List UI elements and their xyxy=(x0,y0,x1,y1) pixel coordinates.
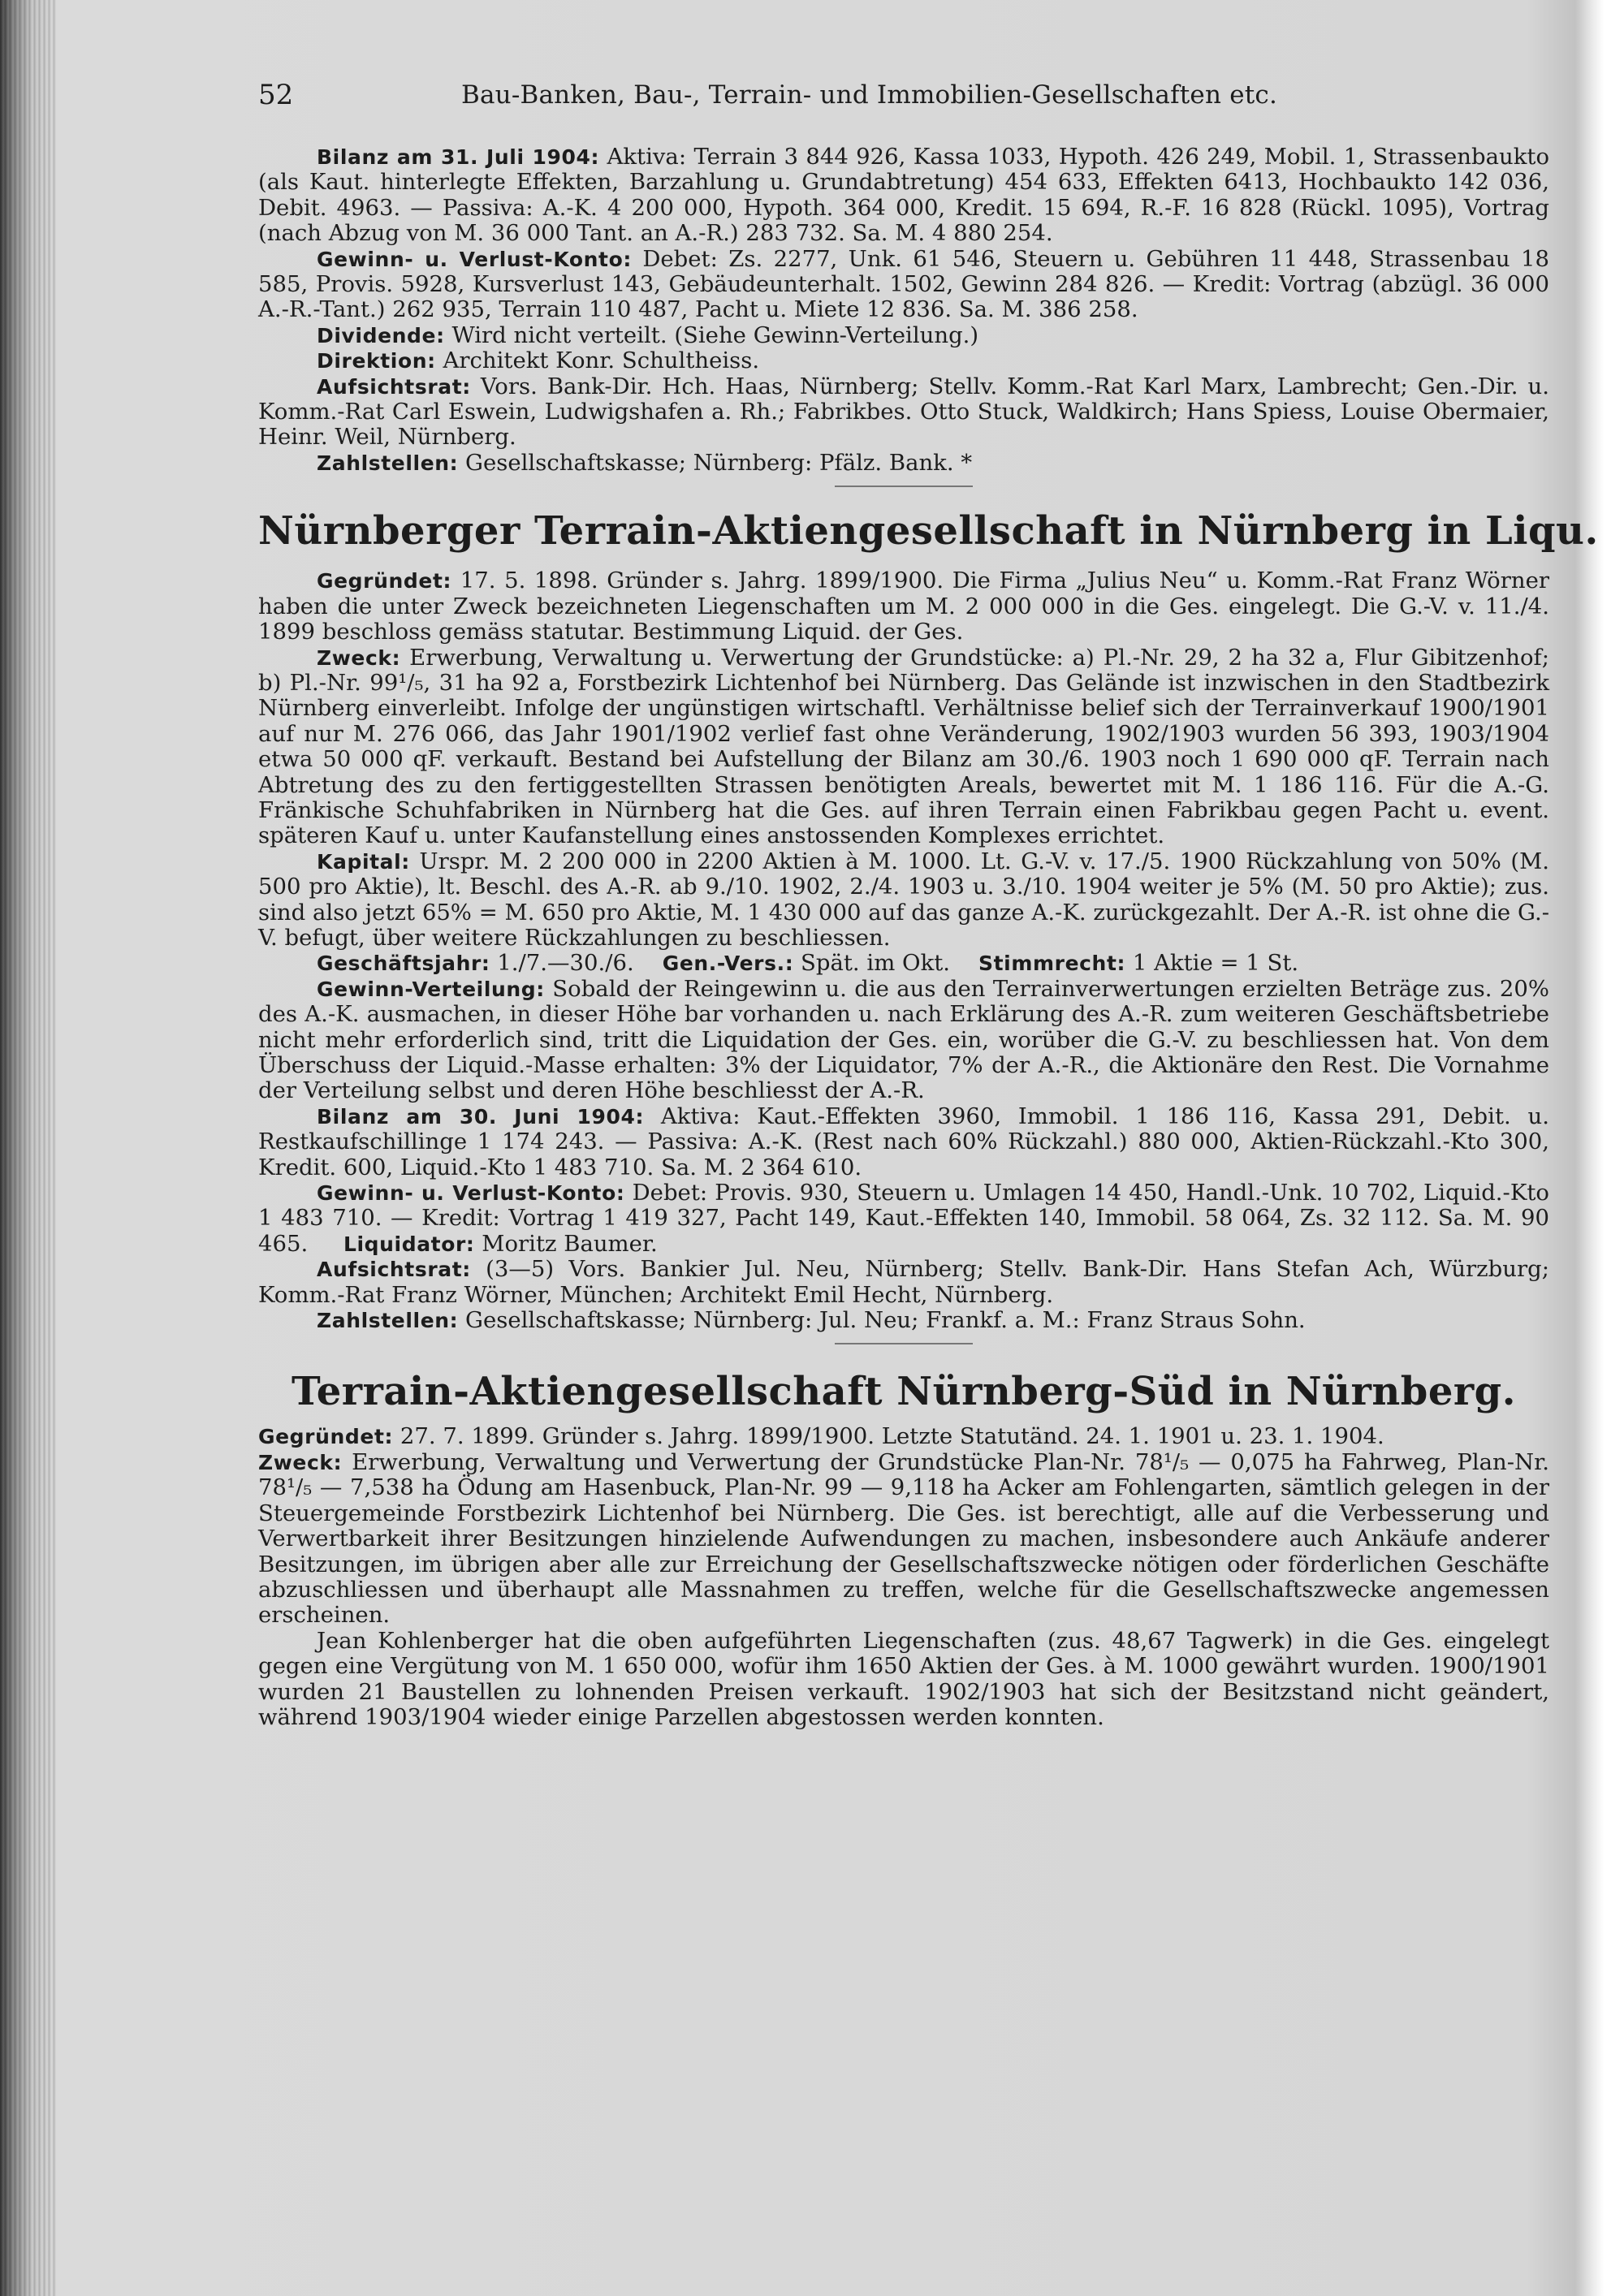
gewinn-verlust-paragraph xyxy=(258,247,1549,323)
stimmrecht-text: 1 Aktie = 1 St. xyxy=(1132,950,1299,977)
bilanz-label: Bilanz am 30. Juni 1904: xyxy=(317,1104,645,1129)
zweck-label: Zweck: xyxy=(317,645,401,670)
genvers-text: Spät. im Okt. xyxy=(801,950,951,977)
zahlstellen-paragraph xyxy=(258,1308,1549,1333)
bilanz-paragraph xyxy=(258,145,1549,247)
kapital-label: Kapital: xyxy=(317,849,410,874)
gewinn-verlust-label: Gewinn- u. Verlust-Konto: xyxy=(317,1181,625,1206)
dividende-label: Dividende: xyxy=(317,323,445,347)
genvers-label: Gen.-Vers.: xyxy=(662,952,794,976)
aufsichtsrat-paragraph xyxy=(258,1257,1549,1308)
gewinnverteilung-text: Sobald der Reingewinn u. die aus den Terrainverwertungen erzielten Beträge zus. 20% des A.-K. ausmachen, in dieser Höhe bar vorhanden u. nach Erklärung des A.-R. zum weiteren Geschäftsbetriebe nicht mehr erforderlich sind, tritt die Liquidation der Ges. ein, worüber die G.-V. zu beschliessen hat. Von dem Überschuss der Liquid.-Masse erhalten: 3% der Liquidator, 7% der A.-R., die Aktionäre den Rest. Die Vornahme der Verteilung selbst und deren Höhe beschliesst der A.-R. xyxy=(258,975,1549,1104)
aufsichtsrat-paragraph xyxy=(258,374,1549,451)
zahlstellen-text: Gesellschaftskasse; Nürnberg: Pfälz. Bank. * xyxy=(465,449,973,476)
zahlstellen-label: Zahlstellen: xyxy=(317,1309,459,1333)
entry-nuernberg-sued xyxy=(258,1424,1549,1730)
running-header xyxy=(258,73,1549,122)
zweck-text: Erwerbung, Verwaltung u. Verwertung der Grundstücke: a) Pl.-Nr. 29, 2 ha 32 a, Flur Gibitzenhof; b) Pl.-Nr. 99¹/₅, 31 ha 92 a, Forstbezirk Lichtenhof bei Nürnberg. Das Gelände ist inzwischen in den Stadtbezirk Nürnberg einverleibt. Infolge der ungünstigen wirtschaftl. Verhältnisse belief sich der Terrainverkauf 1900/1901 auf nur M. 276 066, das Jahr 1901/1902 verlief fast ohne Veränderung, 1902/1903 wurden 56 393, 1903/1904 etwa 50 000 qF. verkauft. Bestand bei Aufstellung der Bilanz am 30./6. 1903 noch 1 690 000 qF. Terrain nach Abtretung des zu den fertiggestellten Strassen benötigten Areals, bewertet mit M. 1 186 116. Für die A.-G. Fränkische Schuhfabriken in Nürnberg hat die Ges. auf ihren Terrain einen Fabrikbau gegen Pacht u. event. späteren Kauf u. unter Kaufanstellung eines anstossenden Komplexes errichtet. xyxy=(258,644,1549,849)
liquidator-text: Moritz Baumer. xyxy=(482,1230,658,1257)
aufsichtsrat-label: Aufsichtsrat: xyxy=(317,1258,471,1282)
gegruendet-label: Gegründet: xyxy=(258,1425,394,1449)
page-content xyxy=(258,73,1599,1730)
bilanz-text: Aktiva: Terrain 3 844 926, Kassa 1033, Hypoth. 426 249, Mobil. 1, Strassenbaukto (als Kaut. hinterlegte Effekten, Barzahlung u. Grundabtretung) 454 633, Effekten 6413, Hochbaukto 142 036, Debit. 4963. — Passiva: A.-K. 4 200 000, Hypoth. 364 000, Kredit. 15 694, R.-F. 16 828 (Rückl. 1095), Vortrag (nach Abzug von M. 36 000 Tant. an A.-R.) 283 732. Sa. M. 4 880 254. xyxy=(258,144,1550,247)
geschaeftsjahr-label: Geschäftsjahr: xyxy=(317,952,490,976)
gewinn-verlust-text: Debet: Provis. 930, Steuern u. Umlagen 14 450, Handl.-Unk. 10 702, Liquid.-Kto 1 483 710. — Kredit: Vortrag 1 419 327, Pacht 149, Kaut.-Effekten 140, Immobil. 58 064, Zs. 32 112. Sa. M. 90 465. xyxy=(258,1180,1549,1257)
kapital-text: Urspr. M. 2 200 000 in 2200 Aktien à M. 1000. Lt. G.-V. v. 17./5. 1900 Rückzahlung von 50% (M. 500 pro Aktie), lt. Beschl. des A.-R. ab 9./10. 1902, 2./4. 1903 u. 3./10. 1904 weiter je 5% (M. 50 pro Aktie); zus. sind also jetzt 65% = M. 650 pro Aktie, M. 1 430 000 auf das ganze A.-K. zurückgezahlt. Der A.-R. ist ohne die G.-V. befugt, über weitere Rückzahlungen zu beschliessen. xyxy=(258,848,1550,951)
entry-nuernberger-terrain xyxy=(258,568,1549,1333)
direktion-paragraph xyxy=(258,348,1549,373)
aufsichtsrat-text: (3—5) Vors. Bankier Jul. Neu, Nürnberg; Stellv. Bank-Dir. Hans Stefan Ach, Würzburg; Komm.-Rat Franz Wörner, München; Architekt Emil Hecht, Nürnberg. xyxy=(258,1256,1550,1308)
dividende-text: Wird nicht verteilt. (Siehe Gewinn-Verteilung.) xyxy=(451,322,979,348)
gewinn-verlust-label: Gewinn- u. Verlust-Konto: xyxy=(317,247,632,271)
zweck-text: Erwerbung, Verwaltung und Verwertung der Grundstücke Plan-Nr. 78¹/₅ — 0,075 ha Fahrweg, Plan-Nr. 78¹/₅ — 7,538 ha Ödung am Hasenbuck, Plan-Nr. 99 — 9,118 ha Acker am Fohlengarten, sämtlich gelegen in der Steuergemeinde Forstbezirk Lichtenhof bei Nürnberg. Die Ges. ist berechtigt, alle auf die Verbesserung und Verwertbarkeit ihrer Besitzungen hinzielende Aufwendungen zu machen, insbesondere auch Ankäufe anderer Besitzungen, im übrigen aber alle zur Erreichung der Gesellschaftszwecke nötigen oder förderlichen Geschäfte abzuschliessen und überhaupt alle Massnahmen zu treffen, welche für die Gesellschaftszwecke angemessen erscheinen. xyxy=(258,1448,1549,1629)
gegruendet-label: Gegründet: xyxy=(317,569,452,593)
entry-continued xyxy=(258,145,1549,476)
entry-title: Terrain-Aktiengesellschaft Nürnberg-Süd in Nürnberg. xyxy=(292,1369,1516,1415)
zweck-label: Zweck: xyxy=(258,1450,343,1474)
stimmrecht-label: Stimmrecht: xyxy=(978,952,1126,976)
zahlstellen-paragraph xyxy=(258,451,1549,476)
gegruendet-paragraph xyxy=(258,1424,1549,1449)
gegruendet-text: 17. 5. 1898. Gründer s. Jahrg. 1899/1900. Die Firma „Julius Neu“ u. Komm.-Rat Franz Wörner haben die unter Zweck bezeichneten Liegenschaften um M. 2 000 000 in die Ges. eingelegt. Die G.-V. v. 11./4. 1899 beschloss gemäss statutar. Bestimmung Liquid. der Ges. xyxy=(258,568,1550,645)
aufsichtsrat-label: Aufsichtsrat: xyxy=(317,374,471,399)
gewinn-verlust-paragraph xyxy=(258,1180,1549,1257)
gewinnverteilung-paragraph xyxy=(258,977,1549,1104)
zweck-paragraph xyxy=(258,645,1549,849)
aufsichtsrat-text: Vors. Bank-Dir. Hch. Haas, Nürnberg; Stellv. Komm.-Rat Karl Marx, Lambrecht; Gen.-Dir. u. Komm.-Rat Carl Eswein, Ludwigshafen a. Rh.; Fabrikbes. Otto Stuck, Waldkirch; Hans Spiess, Louise Obermaier, Heinr. Weil, Nürnberg. xyxy=(258,373,1549,451)
body-paragraph: Jean Kohlenberger hat die oben aufgeführten Liegenschaften (zus. 48,67 Tagwerk) in die Ges. eingelegt gegen eine Vergütung von M. 1 650 000, wofür ihm 1650 Aktien der Ges. à M. 1000 gewährt wurden. 1900/1901 wurden 21 Baustellen zu lohnenden Preisen verkauft. 1902/1903 hat sich der Besitzstand nicht geändert, während 1903/1904 wieder einige Parzellen abgestossen werden konnten. xyxy=(258,1627,1549,1730)
bilanz-label: Bilanz am 31. Juli 1904: xyxy=(317,145,600,169)
running-title: Bau-Banken, Bau-, Terrain- und Immobilien-Gesellschaften etc. xyxy=(461,80,1278,110)
gegruendet-paragraph xyxy=(258,568,1549,645)
page-number: 52 xyxy=(258,79,294,111)
gewinnverteilung-label: Gewinn-Verteilung: xyxy=(317,977,545,1001)
bilanz-paragraph xyxy=(258,1104,1549,1180)
direktion-text: Architekt Konr. Schultheiss. xyxy=(443,347,760,374)
geschaeftsjahr-text: 1./7.—30./6. xyxy=(497,950,634,977)
zahlstellen-label: Zahlstellen: xyxy=(317,451,459,475)
gegruendet-text: 27. 7. 1899. Gründer s. Jahrg. 1899/1900. Letzte Statutänd. 24. 1. 1901 u. 23. 1. 1904. xyxy=(400,1423,1384,1450)
direktion-label: Direktion: xyxy=(317,349,436,373)
section-divider xyxy=(835,1343,973,1344)
kapital-paragraph xyxy=(258,849,1549,952)
zweck-paragraph xyxy=(258,1450,1549,1629)
dividende-paragraph xyxy=(258,323,1549,348)
zahlstellen-text: Gesellschaftskasse; Nürnberg: Jul. Neu; Frankf. a. M.: Franz Straus Sohn. xyxy=(465,1307,1306,1334)
bilanz-text: Aktiva: Kaut.-Effekten 3960, Immobil. 1 186 116, Kassa 291, Debit. u. Restkaufschillinge 1 174 243. — Passiva: A.-K. (Rest nach 60% Rückzahl.) 880 000, Aktien-Rückzahl.-Kto 300, Kredit. 600, Liquid.-Kto 1 483 710. Sa. M. 2 364 610. xyxy=(258,1103,1549,1180)
liquidator-label: Liquidator: xyxy=(343,1232,475,1256)
entry-title: Nürnberger Terrain-Aktiengesellschaft in Nürnberg in Liqu. xyxy=(258,508,1599,555)
geschaeftsjahr-paragraph xyxy=(258,951,1549,976)
section-divider xyxy=(835,486,973,487)
gewinn-verlust-text: Debet: Zs. 2277, Unk. 61 546, Steuern u. Gebühren 11 448, Strassenbau 18 585, Provis. 5928, Kursverlust 143, Gebäudeunterhalt. 1502, Gewinn 284 826. — Kredit: Vortrag (abzügl. 36 000 A.-R.-Tant.) 262 935, Terrain 110 487, Pacht u. Miete 12 836. Sa. M. 386 258. xyxy=(258,245,1550,323)
